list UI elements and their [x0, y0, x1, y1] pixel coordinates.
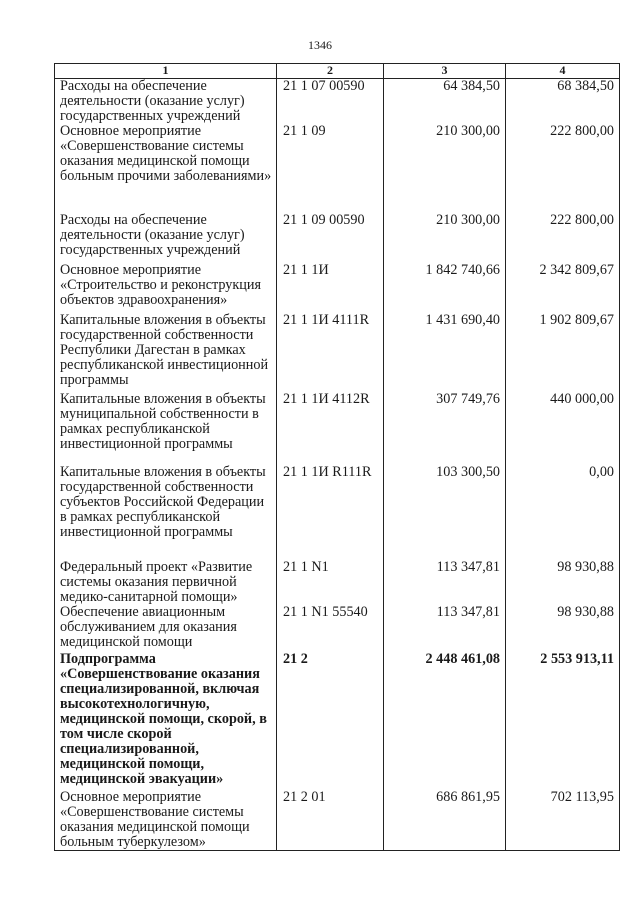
header-row — [55, 64, 620, 79]
row-value-2024-cell: 2 553 913,11 — [506, 652, 620, 790]
table-row — [55, 263, 620, 313]
row-code-cell: 21 1 1И 4111R — [277, 313, 384, 392]
table-body — [55, 79, 620, 851]
row-value-2023-cell: 2 448 461,08 — [384, 652, 506, 790]
row-code-cell: 21 2 01 — [277, 790, 384, 851]
row-name-cell: Расходы на обеспечение деятельности (оказание услуг) государственных учреждений — [55, 79, 277, 125]
row-name-cell: Основное мероприятие «Совершенствование системы оказания медицинской помощи больным туберкулезом» — [55, 790, 277, 851]
row-code-cell: 21 1 07 00590 — [277, 79, 384, 125]
header-col-2: 2 — [277, 64, 384, 79]
row-value-2024-cell: 68 384,50 — [506, 79, 620, 125]
row-code-cell: 21 1 1И R111R — [277, 465, 384, 560]
row-value-2023-cell: 210 300,00 — [384, 213, 506, 263]
table-row — [55, 213, 620, 263]
table-row — [55, 392, 620, 465]
row-code-cell: 21 1 1И 4112R — [277, 392, 384, 465]
row-name-cell: Федеральный проект «Развитие системы оказания первичной медико-санитарной помощи» — [55, 560, 277, 605]
row-value-2024-cell: 1 902 809,67 — [506, 313, 620, 392]
row-value-2023-cell: 686 861,95 — [384, 790, 506, 851]
row-value-2024-cell: 440 000,00 — [506, 392, 620, 465]
row-value-2024-cell: 98 930,88 — [506, 605, 620, 652]
row-value-2023-cell: 210 300,00 — [384, 124, 506, 213]
row-code-cell: 21 1 N1 — [277, 560, 384, 605]
table-header — [55, 64, 620, 79]
row-value-2024-cell: 0,00 — [506, 465, 620, 560]
row-value-2023-cell: 113 347,81 — [384, 605, 506, 652]
row-code-cell: 21 1 N1 55540 — [277, 605, 384, 652]
table-row — [55, 124, 620, 213]
row-value-2024-cell: 702 113,95 — [506, 790, 620, 851]
budget-table — [54, 63, 620, 851]
row-code-cell: 21 1 09 — [277, 124, 384, 213]
row-code-cell: 21 2 — [277, 652, 384, 790]
table-row — [55, 605, 620, 652]
row-value-2024-cell: 222 800,00 — [506, 124, 620, 213]
row-value-2023-cell: 103 300,50 — [384, 465, 506, 560]
table-row — [55, 560, 620, 605]
row-value-2023-cell: 307 749,76 — [384, 392, 506, 465]
table-row — [55, 465, 620, 560]
row-value-2024-cell: 222 800,00 — [506, 213, 620, 263]
table-row — [55, 790, 620, 851]
row-name-cell: Расходы на обеспечение деятельности (оказание услуг) государственных учреждений — [55, 213, 277, 263]
row-name-cell: Обеспечение авиационным обслуживанием для оказания медицинской помощи — [55, 605, 277, 652]
row-value-2023-cell: 1 842 740,66 — [384, 263, 506, 313]
table-row — [55, 652, 620, 790]
row-name-cell: Капитальные вложения в объекты государственной собственности субъектов Российской Федерации в рамках республиканской инвестиционной программы — [55, 465, 277, 560]
header-col-1: 1 — [55, 64, 277, 79]
row-name-cell: Основное мероприятие «Строительство и реконструкция объектов здравоохранения» — [55, 263, 277, 313]
header-col-4: 4 — [506, 64, 620, 79]
row-code-cell: 21 1 1И — [277, 263, 384, 313]
table-row — [55, 79, 620, 125]
row-name-cell: Капитальные вложения в объекты государственной собственности Республики Дагестан в рамках республиканской инвестиционной программы — [55, 313, 277, 392]
row-code-cell: 21 1 09 00590 — [277, 213, 384, 263]
page-number: 1346 — [308, 38, 332, 52]
header-col-3: 3 — [384, 64, 506, 79]
row-value-2023-cell: 64 384,50 — [384, 79, 506, 125]
row-name-cell: Основное мероприятие «Совершенствование системы оказания медицинской помощи больным прочими заболеваниями» — [55, 124, 277, 213]
row-value-2023-cell: 113 347,81 — [384, 560, 506, 605]
row-name-cell: Подпрограмма «Совершенствование оказания специализированной, включая высокотехнологичную, медицинской помощи, скорой, в том числе скорой специализированной, медицинской помощи, медицинской эвакуации» — [55, 652, 277, 790]
row-value-2024-cell: 98 930,88 — [506, 560, 620, 605]
table-row — [55, 313, 620, 392]
row-value-2023-cell: 1 431 690,40 — [384, 313, 506, 392]
row-name-cell: Капитальные вложения в объекты муниципальной собственности в рамках республиканской инвестиционной программы — [55, 392, 277, 465]
row-value-2024-cell: 2 342 809,67 — [506, 263, 620, 313]
